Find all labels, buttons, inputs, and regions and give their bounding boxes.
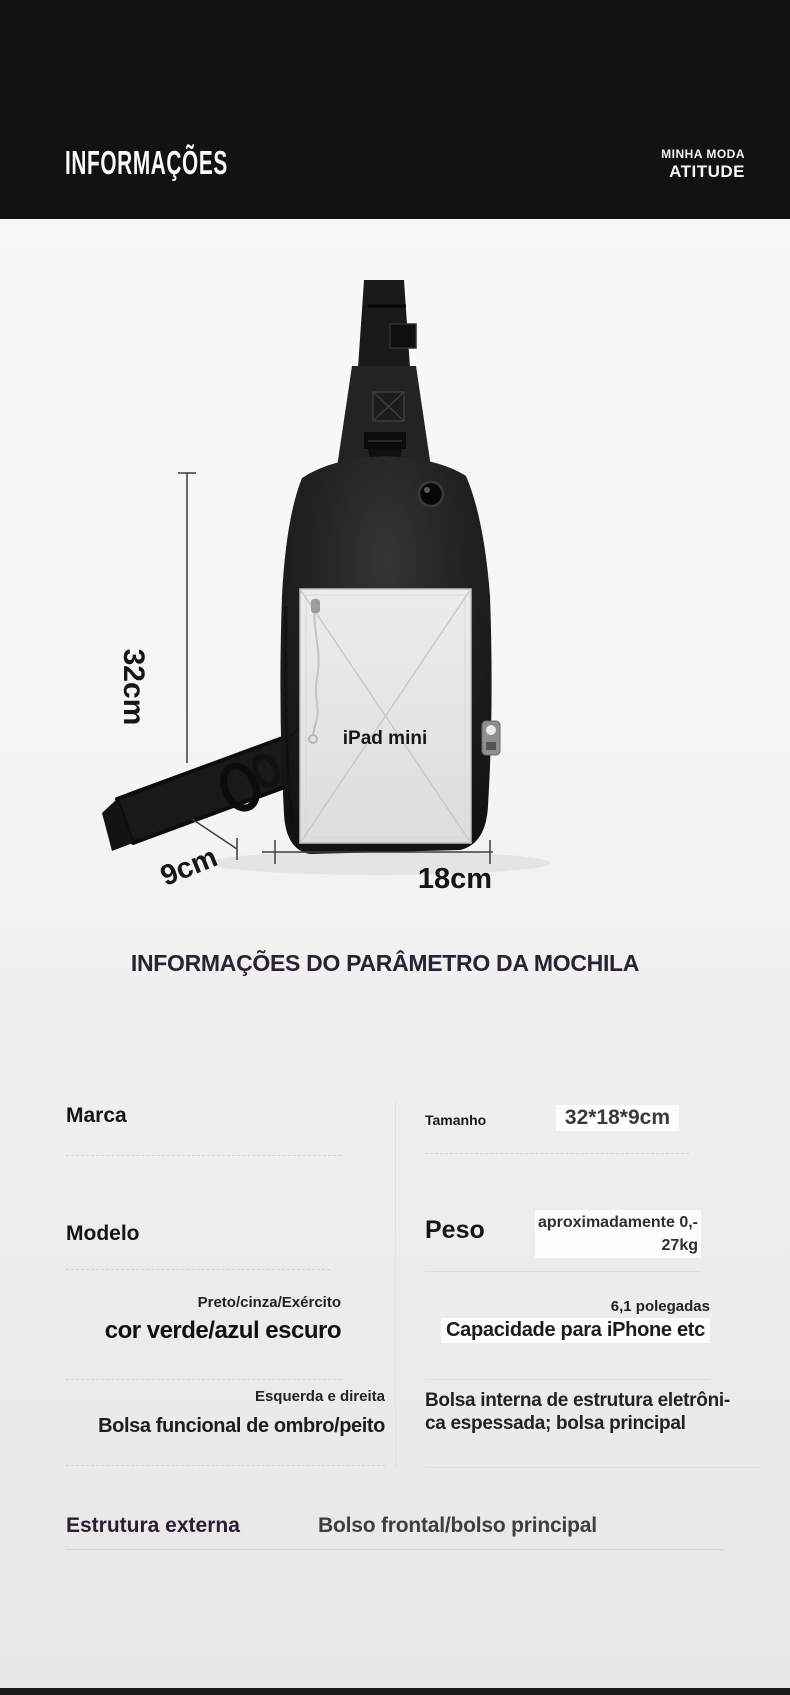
ipad-mini-label: iPad mini	[342, 728, 428, 749]
footer-bar	[0, 1688, 790, 1695]
dimension-label-depth: 9cm	[156, 841, 222, 893]
spec-row-cor	[66, 1294, 341, 1380]
section-title: INFORMAÇÕES DO PARÂMETRO DA MOCHILA	[130, 950, 640, 976]
modelo-label: Modelo	[66, 1222, 140, 1245]
bag-top-strap	[358, 280, 416, 368]
funcional-value: Bolsa funcional de ombro/peito	[98, 1415, 385, 1437]
capacidade-value: Capacidade para iPhone etc	[441, 1318, 710, 1343]
peso-value-line1: aproximadamente 0,-	[537, 1214, 698, 1231]
tamanho-label: Tamanho	[425, 1112, 487, 1128]
estrutura-value: Bolso frontal/bolso principal	[318, 1514, 597, 1537]
estrutura-underline	[66, 1549, 724, 1550]
brand-line-2: ATITUDE	[669, 162, 745, 181]
marca-label: Marca	[66, 1104, 127, 1127]
ipad-size-overlay	[300, 589, 471, 843]
tamanho-value: 32*18*9cm	[556, 1105, 679, 1131]
dimension-label-width: 18cm	[417, 863, 493, 895]
bag-grommet	[419, 482, 443, 506]
spec-row-funcional	[66, 1388, 385, 1466]
cor-sublabel: Preto/cinza/Exército	[197, 1294, 341, 1311]
table-column-divider	[395, 1100, 396, 1468]
dimension-line-height	[178, 473, 196, 763]
funcional-sublabel: Esquerda e direita	[254, 1388, 385, 1405]
cor-value: cor verde/azul escuro	[104, 1317, 341, 1344]
capacidade-sublabel: 6,1 polegadas	[610, 1298, 710, 1315]
spec-row-modelo	[66, 1216, 330, 1270]
brand-block	[661, 148, 745, 180]
interna-line1: Bolsa interna de estrutura eletrôni-	[425, 1390, 730, 1411]
peso-value	[535, 1210, 701, 1258]
spec-row-tamanho	[425, 1104, 689, 1154]
spec-row-marca	[66, 1104, 341, 1156]
peso-label: Peso	[425, 1216, 485, 1244]
spec-row-capacidade	[425, 1298, 710, 1380]
page-title: INFORMAÇÕES	[65, 144, 228, 181]
brand-line-1: MINHA MODA	[661, 147, 745, 161]
spec-row-interna	[425, 1390, 760, 1468]
usb-port	[482, 721, 500, 755]
interna-line2: ca espessada; bolsa principal	[425, 1412, 686, 1434]
header-bar	[0, 0, 790, 219]
product-photo-sling-bag	[80, 266, 640, 906]
estrutura-label: Estrutura externa	[66, 1514, 240, 1537]
spec-row-peso	[425, 1206, 701, 1272]
peso-value-line2: 27kg	[661, 1237, 698, 1255]
dimension-label-height: 32cm	[117, 648, 150, 726]
